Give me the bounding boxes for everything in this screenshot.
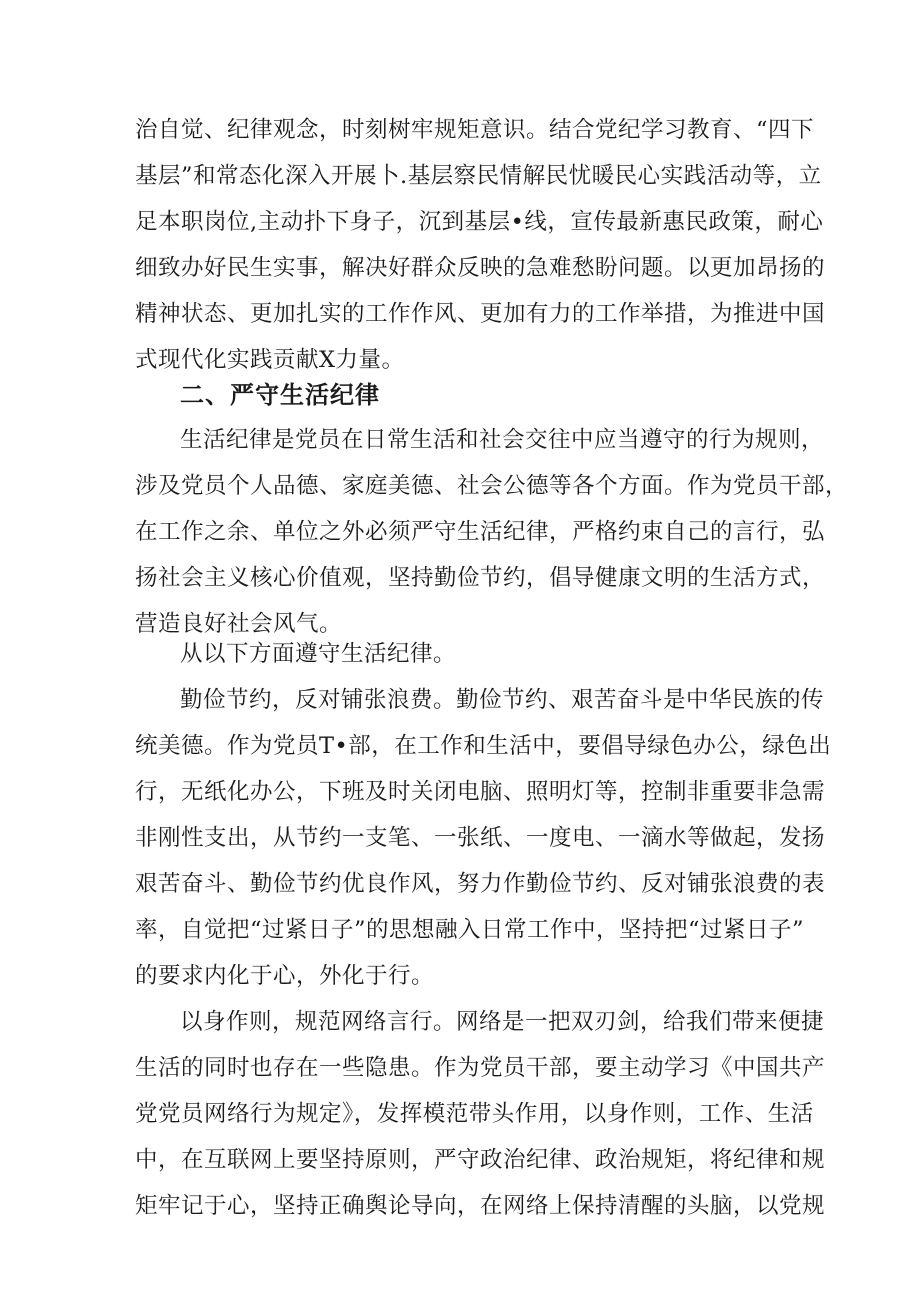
text-line: 的要求内化于心，外化于行。 <box>135 963 435 989</box>
text-line: 党党员网络行为规定》，发挥模范带头作用，以身作则，工作、生活 <box>135 1101 814 1127</box>
text-line: 基层”和常态化深入开展卜.基层察民情解民忧暖民心实践活动等，立 <box>135 163 822 189</box>
text-line: 精神状态、更加扎实的工作作风、更加有力的工作举措，为推进中国 <box>135 301 826 327</box>
text-line: 式现代化实践贡献X力量。 <box>135 347 405 373</box>
text-line: 在工作之余、单位之外必须严守生活纪律，严格约束自己的言行，弘 <box>135 519 826 545</box>
text-line: 从以下方面遵守生活纪律。 <box>180 641 457 667</box>
text-line: 细致办好民生实事，解决好群众反映的急难愁盼问题。以更加昂扬的 <box>135 255 826 281</box>
text-line: 营造良好社会风气。 <box>135 611 343 637</box>
text-line: 足本职岗位,主动扑下身子，沉到基层•线，宣传最新惠民政策，耐心 <box>135 209 824 235</box>
text-line: 以身作则，规范网络言行。网络是一把双刃剑，给我们带来便捷 <box>180 1009 825 1035</box>
text-line: 非刚性支出，从节约一支笔、一张纸、一度电、一滴水等做起，发扬 <box>135 825 826 851</box>
text-line: 勤俭节约，反对铺张浪费。勤俭节约、艰苦奋斗是中华民族的传 <box>180 687 825 713</box>
text-line: 率，自觉把“过紧日子”的思想融入日常工作中，坚持把“过紧日子” <box>135 917 805 943</box>
section-heading: 二、严守生活纪律 <box>180 381 380 409</box>
text-line: 统美德。作为党员T•部，在工作和生活中，要倡导绿色办公，绿色出 <box>135 733 832 759</box>
text-line: 矩牢记于心，坚持正确舆论导向，在网络上保持清醒的头脑，以党规 <box>135 1193 826 1219</box>
text-line: 生活纪律是党员在日常生活和社会交往中应当遵守的行为规则， <box>180 427 825 453</box>
text-line: 涉及党员个人品德、家庭美德、社会公德等各个方面。作为党员干部， <box>135 473 849 499</box>
text-line: 行，无纸化办公，下班及时关闭电脑、照明灯等，控制非重要非急需 <box>135 779 826 805</box>
text-line: 艰苦奋斗、勤俭节约优良作风，努力作勤俭节约、反对铺张浪费的表 <box>135 871 826 897</box>
text-line: 治自觉、纪律观念，时刻树牢规矩意识。结合党纪学习教育、“四下 <box>135 117 815 143</box>
text-line: 生活的同时也存在一些隐患。作为党员干部，要主动学习《中国共产 <box>135 1055 826 1081</box>
text-line: 扬社会主义核心价值观，坚持勤俭节约，倡导健康文明的生活方式， <box>135 565 826 591</box>
text-line: 中，在互联网上要坚持原则，严守政治纪律、政治规矩，将纪律和规 <box>135 1147 826 1173</box>
